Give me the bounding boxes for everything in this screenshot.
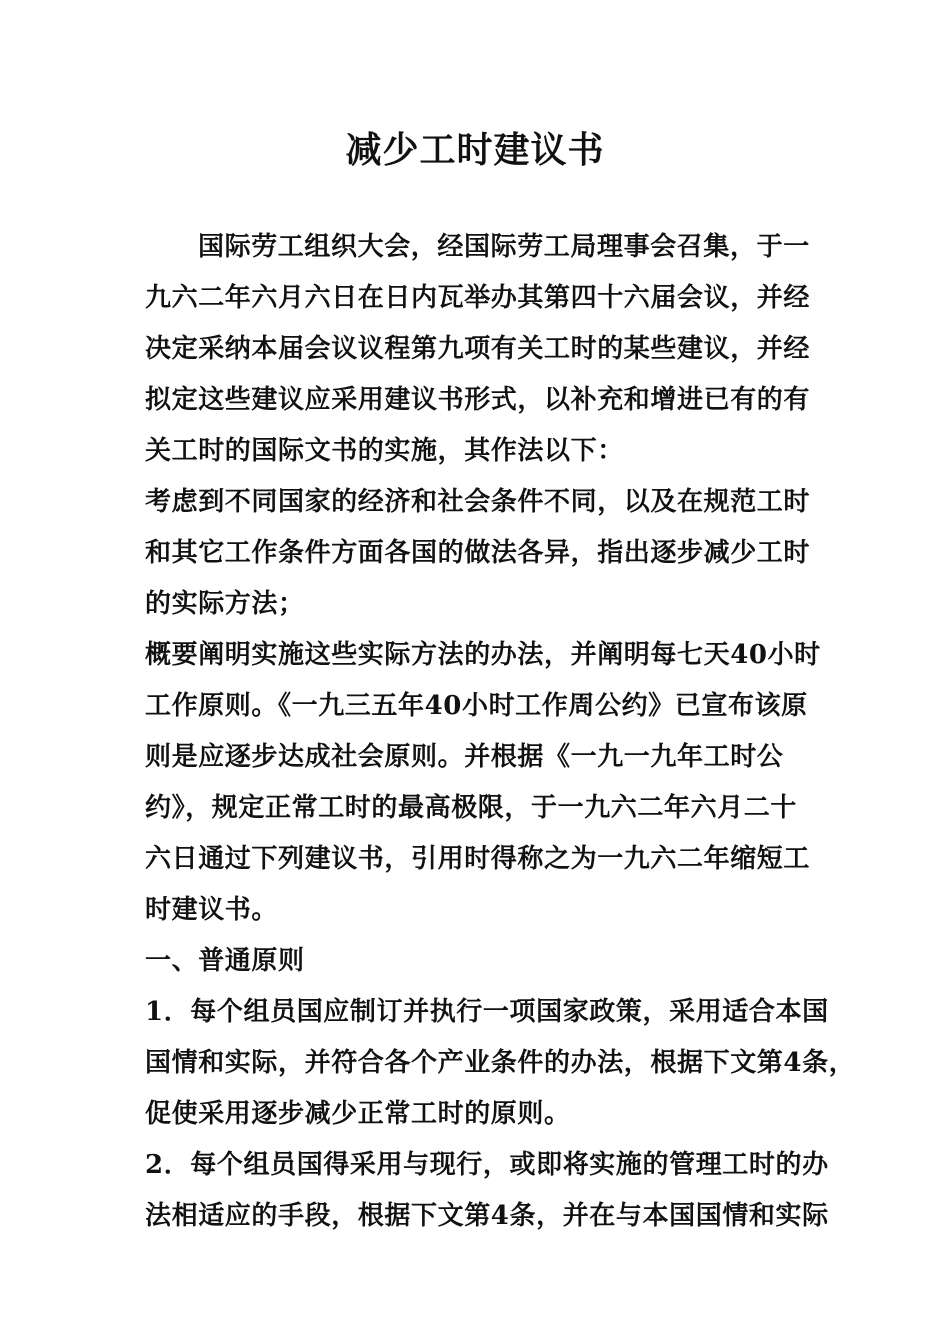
- text-line: 的实际方法；: [145, 589, 305, 619]
- text-line: 促使采用逐步减少正常工时的原则。: [145, 1099, 571, 1129]
- text-line: 则是应逐步达成社会原则。并根据《一九一九年工时公: [145, 742, 784, 772]
- text-line: 决定采纳本届会议议程第九项有关工时的某些建议，并经: [145, 334, 811, 364]
- text-line: 六日通过下列建议书，引用时得称之为一九六二年缩短工: [145, 844, 811, 874]
- text-line: 2．每个组员国得采用与现行，或即将实施的管理工时的办: [145, 1150, 829, 1180]
- section-heading: 一、普通原则: [145, 946, 305, 976]
- text-line: 九六二年六月六日在日内瓦举办其第四十六届会议，并经: [145, 283, 811, 313]
- text-line: 工作原则。《一九三五年40小时工作周公约》已宣布该原: [145, 691, 808, 721]
- document-body: [145, 222, 856, 1242]
- text-line: 关工时的国际文书的实施，其作法以下：: [145, 436, 624, 466]
- text-line: 1．每个组员国应制订并执行一项国家政策，采用适合本国: [145, 997, 829, 1027]
- text-line: 拟定这些建议应采用建议书形式，以补充和增进已有的有: [145, 385, 811, 415]
- text-line: 时建议书。: [145, 895, 279, 925]
- document-title: 减少工时建议书: [345, 129, 605, 171]
- text-line: 约》，规定正常工时的最高极限，于一九六二年六月二十: [145, 793, 798, 823]
- text-line: 国情和实际，并符合各个产业条件的办法，根据下文第4条，: [145, 1048, 856, 1078]
- text-line: 概要阐明实施这些实际方法的办法，并阐明每七天40小时: [145, 640, 821, 670]
- text-line: 国际劳工组织大会，经国际劳工局理事会召集，于一: [198, 232, 810, 262]
- text-line: 考虑到不同国家的经济和社会条件不同，以及在规范工时: [145, 487, 811, 517]
- text-line: 法相适应的手段，根据下文第4条，并在与本国国情和实际: [145, 1201, 829, 1231]
- text-line: 和其它工作条件方面各国的做法各异，指出逐步减少工时: [145, 538, 811, 568]
